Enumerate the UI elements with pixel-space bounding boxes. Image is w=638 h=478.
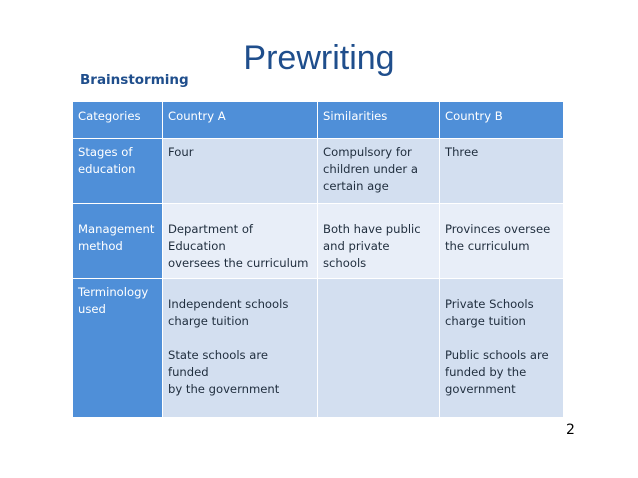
- row-category-cell: [73, 204, 163, 279]
- header-country-a: Country A: [163, 102, 318, 139]
- country-a-cell: [163, 279, 318, 418]
- category-line: method: [78, 239, 123, 253]
- comparison-table: [72, 101, 564, 418]
- category-line: education: [78, 162, 136, 176]
- cell-line: charge tuition: [168, 314, 249, 328]
- similarities-cell: [318, 279, 440, 418]
- table-row: [73, 204, 564, 279]
- cell-line: the curriculum: [445, 239, 530, 253]
- cell-line: children under a: [323, 162, 418, 176]
- table-row: [73, 139, 564, 204]
- cell-line: oversees the curriculum: [168, 256, 309, 270]
- header-categories: Categories: [73, 102, 163, 139]
- cell-line: Department of Education: [168, 222, 254, 253]
- cell-text: Three: [445, 145, 479, 159]
- cell-line: government: [445, 382, 516, 396]
- table-row: [73, 279, 564, 418]
- cell-line: certain age: [323, 179, 389, 193]
- header-country-b: Country B: [440, 102, 564, 139]
- cell-line: Private Schools: [445, 297, 534, 311]
- country-b-cell: [440, 204, 564, 279]
- header-similarities: Similarities: [318, 102, 440, 139]
- country-a-cell: [163, 204, 318, 279]
- similarities-cell: [318, 204, 440, 279]
- cell-line: Compulsory for: [323, 145, 412, 159]
- cell-line: Public schools are: [445, 348, 549, 362]
- country-a-cell: [163, 139, 318, 204]
- category-line: Management: [78, 222, 155, 236]
- cell-line: Both have public: [323, 222, 421, 236]
- page-number: 2: [566, 422, 575, 438]
- similarities-cell: [318, 139, 440, 204]
- category-line: Terminology: [78, 285, 149, 299]
- cell-line: State schools are funded: [168, 348, 269, 379]
- row-category-cell: [73, 139, 163, 204]
- table-header-row: [73, 102, 564, 139]
- cell-line: Independent schools: [168, 297, 289, 311]
- cell-line: charge tuition: [445, 314, 526, 328]
- slide-title: Prewriting: [243, 39, 395, 77]
- cell-line: by the government: [168, 382, 280, 396]
- cell-line: and private schools: [323, 239, 390, 270]
- country-b-cell: [440, 279, 564, 418]
- cell-text: Four: [168, 145, 194, 159]
- category-line: used: [78, 302, 106, 316]
- row-category-cell: [73, 279, 163, 418]
- country-b-cell: [440, 139, 564, 204]
- category-line: Stages of: [78, 145, 133, 159]
- slide-subtitle: Brainstorming: [80, 72, 189, 88]
- cell-line: Provinces oversee: [445, 222, 551, 236]
- cell-line: funded by the: [445, 365, 527, 379]
